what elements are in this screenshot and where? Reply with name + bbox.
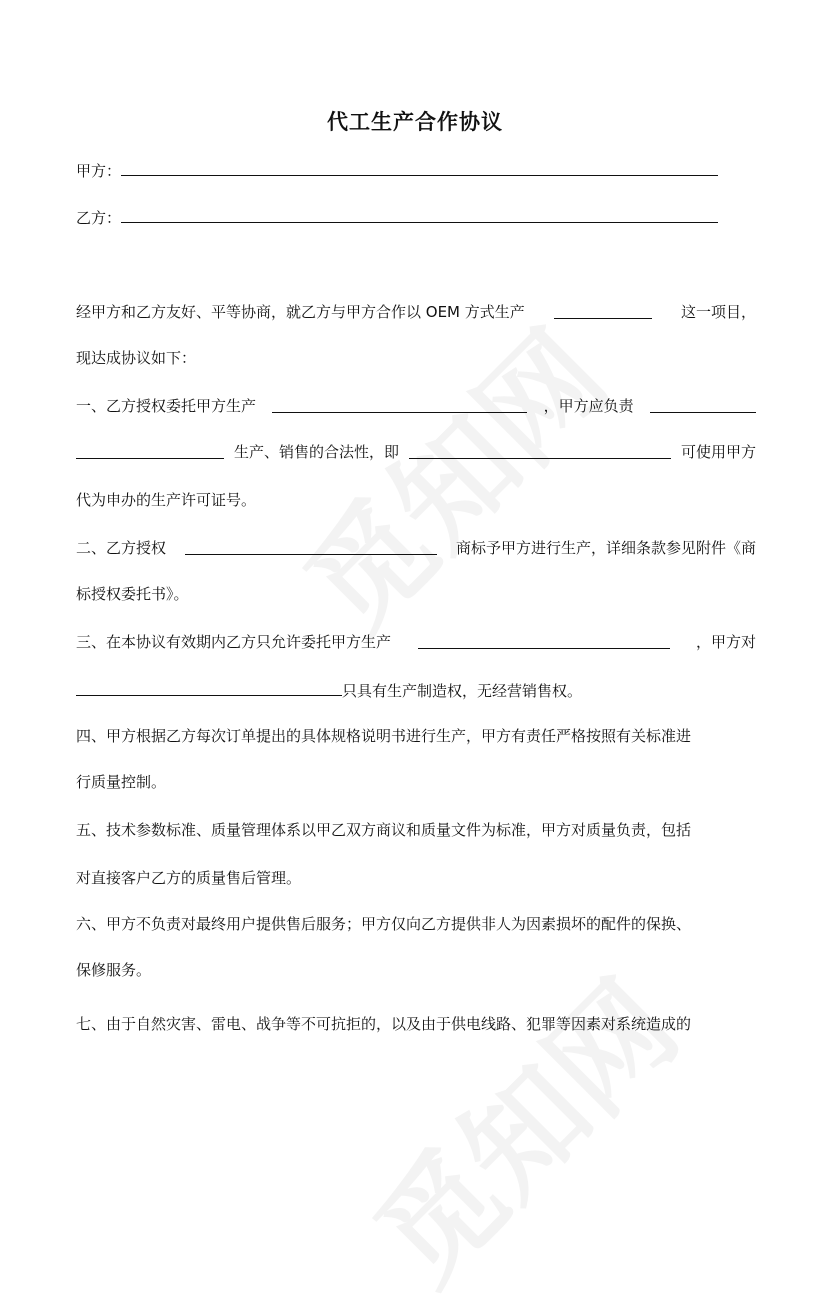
clause-3-line-2: [76, 678, 756, 700]
party-b-row: [76, 205, 756, 227]
clause-text: 保修服务。: [76, 961, 152, 979]
clause-1-line-3: [76, 489, 756, 511]
clause-4-line-2: [76, 771, 756, 793]
party-b-field[interactable]: [121, 205, 718, 223]
clause-4-line-1: [76, 725, 756, 747]
clause-text: 行质量控制。: [76, 773, 167, 791]
clause-text: ，甲方应负责: [543, 397, 634, 415]
license-field[interactable]: [409, 441, 671, 459]
clause-text: 一、乙方授权委托甲方生产: [76, 397, 257, 415]
party-a-row: [76, 158, 756, 180]
intro-line-2: [76, 347, 756, 369]
clause-text: 对直接客户乙方的质量售后管理。: [76, 869, 302, 887]
clause-text: 六、甲方不负责对最终用户提供售后服务；甲方仅向乙方提供非人为因素损坏的配件的保换、: [76, 915, 692, 933]
clause-text: 二、乙方授权: [76, 539, 167, 557]
intro-line-1: [76, 301, 756, 323]
clause-text: 生产、销售的合法性，即: [233, 443, 399, 461]
product-field-2[interactable]: [76, 441, 224, 459]
clause-1-line-2: [76, 441, 756, 463]
watermark: [332, 938, 708, 1314]
clause-2-line-1: [76, 537, 756, 559]
clause-6-line-1: [76, 913, 756, 935]
project-field[interactable]: [554, 301, 652, 319]
clause-text: 四、甲方根据乙方每次订单提出的具体规格说明书进行生产，甲方有责任严格按照有关标准进: [76, 727, 692, 745]
intro-text: 现达成协议如下：: [76, 349, 197, 367]
manufacturing-right-field[interactable]: [76, 678, 342, 696]
clause-text: 只具有生产制造权，无经营销售权。: [342, 682, 583, 700]
exclusive-product-field[interactable]: [418, 631, 670, 649]
trademark-field[interactable]: [185, 537, 437, 555]
clause-1-line-1: [76, 395, 756, 417]
intro-text: 经甲方和乙方友好、平等协商，就乙方与甲方合作以 OEM 方式生产: [76, 303, 525, 321]
clause-text: 五、技术参数标准、质量管理体系以甲乙双方商议和质量文件为标准，甲方对质量负责，包括: [76, 821, 692, 839]
clause-7-line-1: [76, 1013, 756, 1035]
clause-text: 标授权委托书》。: [76, 585, 189, 603]
clause-5-line-2: [76, 867, 756, 889]
clause-text: ，甲方对: [695, 633, 756, 651]
clause-text: 商标予甲方进行生产，详细条款参见附件《商: [455, 539, 756, 557]
clause-5-line-1: [76, 819, 756, 841]
watermark: [262, 288, 638, 664]
responsibility-field[interactable]: [650, 395, 756, 413]
party-b-label: 乙方：: [76, 209, 122, 227]
document-title: 代工生产合作协议: [327, 110, 503, 134]
clause-text: 可使用甲方: [680, 443, 756, 461]
clause-text: 七、由于自然灾害、雷电、战争等不可抗拒的，以及由于供电线路、犯罪等因素对系统造成的: [76, 1015, 692, 1033]
clause-6-line-2: [76, 959, 756, 981]
clause-3-line-1: [76, 631, 756, 653]
clause-text: 三、在本协议有效期内乙方只允许委托甲方生产: [76, 633, 392, 651]
party-a-label: 甲方：: [76, 162, 122, 180]
clause-2-line-2: [76, 583, 756, 605]
party-a-field[interactable]: [121, 158, 718, 176]
clause-text: 代为申办的生产许可证号。: [76, 491, 257, 509]
intro-text: 这一项目，: [680, 303, 756, 321]
product-field[interactable]: [272, 395, 527, 413]
